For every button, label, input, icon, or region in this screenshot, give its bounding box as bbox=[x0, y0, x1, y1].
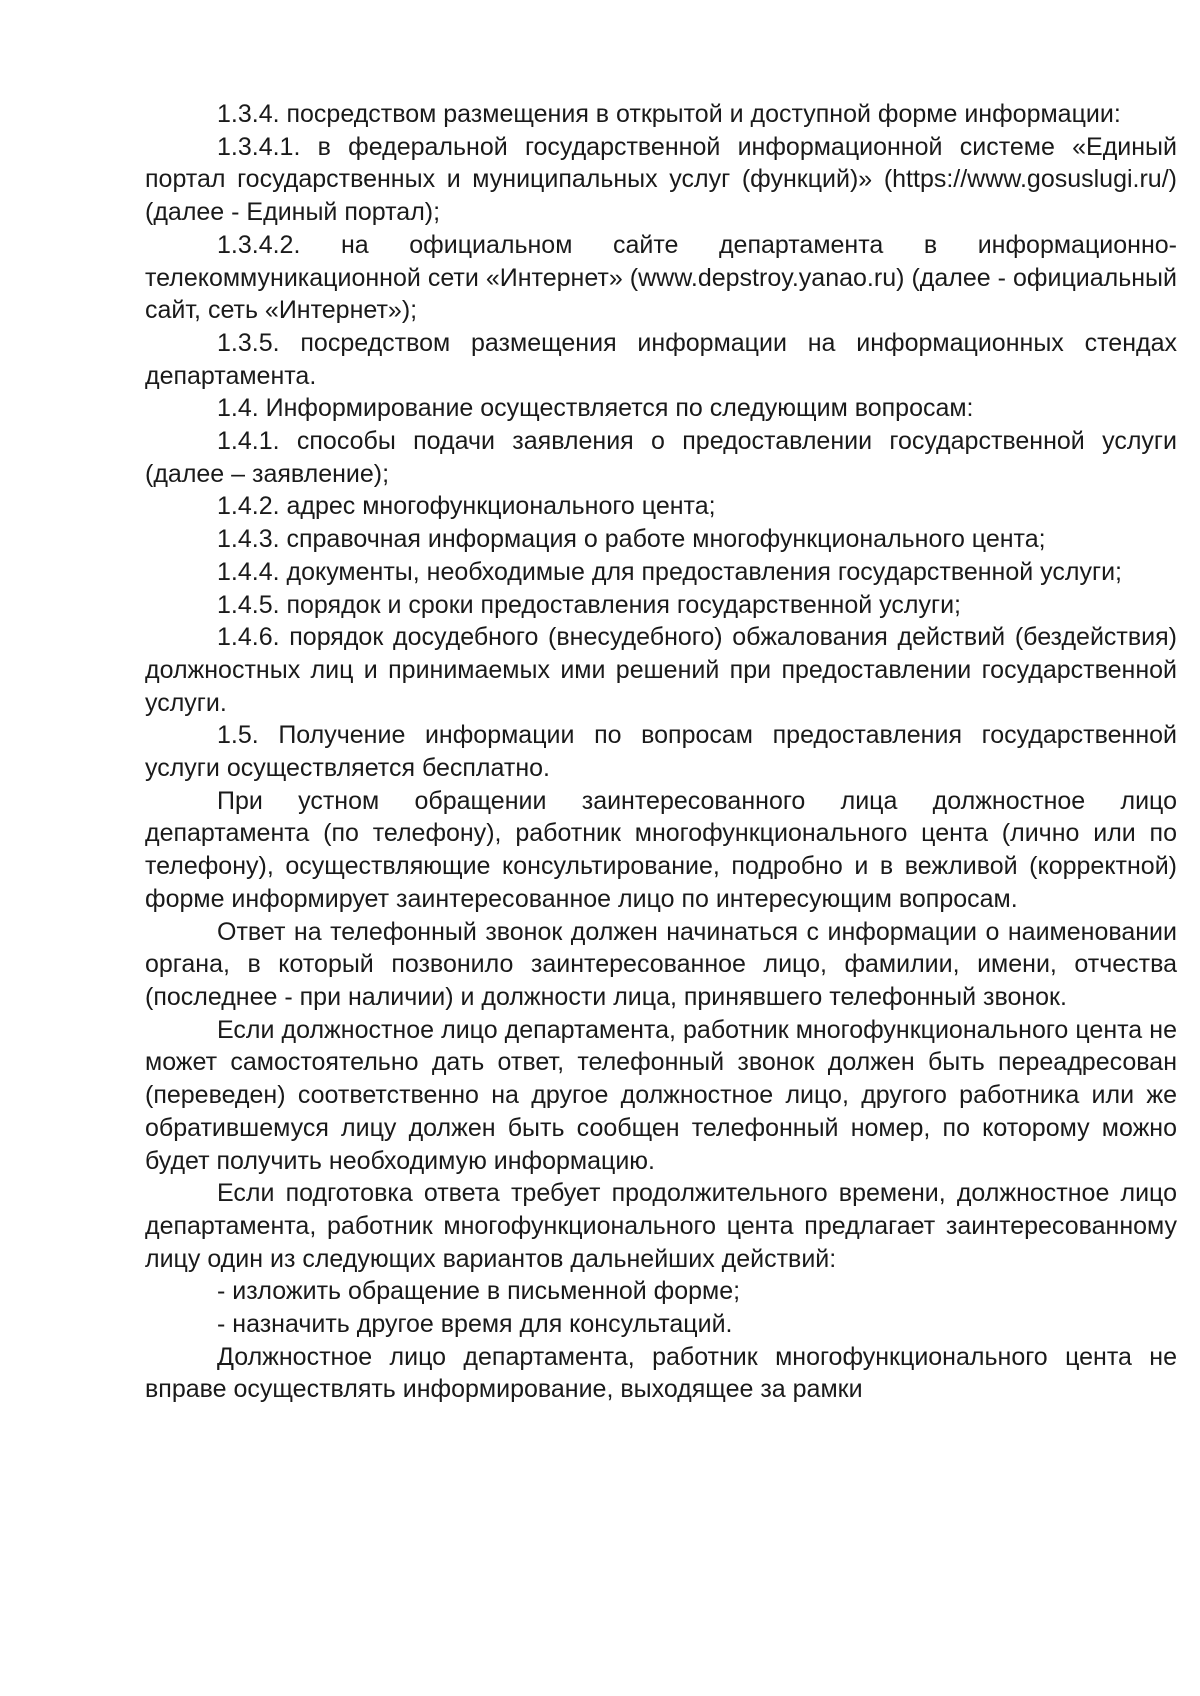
paragraph-1-4-3: 1.4.3. справочная информация о работе многофункционального цента; bbox=[217, 525, 1046, 554]
paragraph-restriction: Должностное лицо департамента, работник многофункционального цента не вправе осуществлять информирование, выходящее за рамки bbox=[145, 1342, 1177, 1404]
paragraph-1-4-2: 1.4.2. адрес многофункционального цента; bbox=[217, 492, 716, 521]
paragraph-1-3-4-1: 1.3.4.1. в федеральной государственной информационной системе «Единый портал государственных и муниципальных услуг (функций)» (https://www.gosuslugi.ru/) (далее - Единый портал); bbox=[145, 132, 1177, 227]
paragraph-1-4: 1.4. Информирование осуществляется по следующим вопросам: bbox=[217, 394, 974, 423]
paragraph-1-3-4: 1.3.4. посредством размещения в открытой и доступной форме информации: bbox=[217, 100, 1121, 128]
list-item-written-form: - изложить обращение в письменной форме; bbox=[217, 1277, 741, 1306]
paragraph-phone-answer: Ответ на телефонный звонок должен начинаться с информации о наименовании органа, в который позвонило заинтересованное лицо, фамилии, имени, отчества (последнее - при наличии) и должности лица, принявшего телефонный звонок. bbox=[145, 917, 1177, 1011]
document-page bbox=[145, 98, 1177, 1406]
paragraph-1-3-5: 1.3.5. посредством размещения информации на информационных стендах департамента. bbox=[145, 328, 1177, 390]
paragraph-1-4-6: 1.4.6. порядок досудебного (внесудебного) обжалования действий (бездействия) должностных лиц и принимаемых ими решений при предоставлении государственной услуги. bbox=[145, 623, 1177, 717]
paragraph-oral-request: При устном обращении заинтересованного лица должностное лицо департамента (по телефону), работник многофункционального цента (лично или по телефону), осуществляющие консультирование, подробно и в вежливой (корректной) форме информирует заинтересованное лицо по интересующим вопросам. bbox=[145, 786, 1177, 913]
paragraph-1-4-1: 1.4.1. способы подачи заявления о предоставлении государственной услуги (далее – заявление); bbox=[145, 427, 1177, 488]
paragraph-redirect: Если должностное лицо департамента, работник многофункционального цента не может самостоятельно дать ответ, телефонный звонок должен быть переадресован (переведен) соответственно на другое должностное лицо, другого работника или же обратившемуся лицу должен быть сообщен телефонный номер, по которому можно будет получить необходимую информацию. bbox=[145, 1015, 1177, 1175]
list-item-other-time: - назначить другое время для консультаций. bbox=[217, 1310, 733, 1339]
paragraph-1-3-4-2: 1.3.4.2. на официальном сайте департамента в информационно-телекоммуникационной сети «Интернет» (www.depstroy.yanao.ru) (далее - официальный сайт, сеть «Интернет»); bbox=[145, 230, 1177, 325]
paragraph-1-4-4: 1.4.4. документы, необходимые для предоставления государственной услуги; bbox=[217, 557, 1122, 586]
paragraph-long-answer: Если подготовка ответа требует продолжительного времени, должностное лицо департамента, работник многофункционального цента предлагает заинтересованному лицу один из следующих вариантов дальнейших действий: bbox=[145, 1179, 1177, 1273]
paragraph-1-5: 1.5. Получение информации по вопросам предоставления государственной услуги осуществляется бесплатно. bbox=[145, 721, 1177, 783]
paragraph-1-4-5: 1.4.5. порядок и сроки предоставления государственной услуги; bbox=[217, 590, 962, 619]
